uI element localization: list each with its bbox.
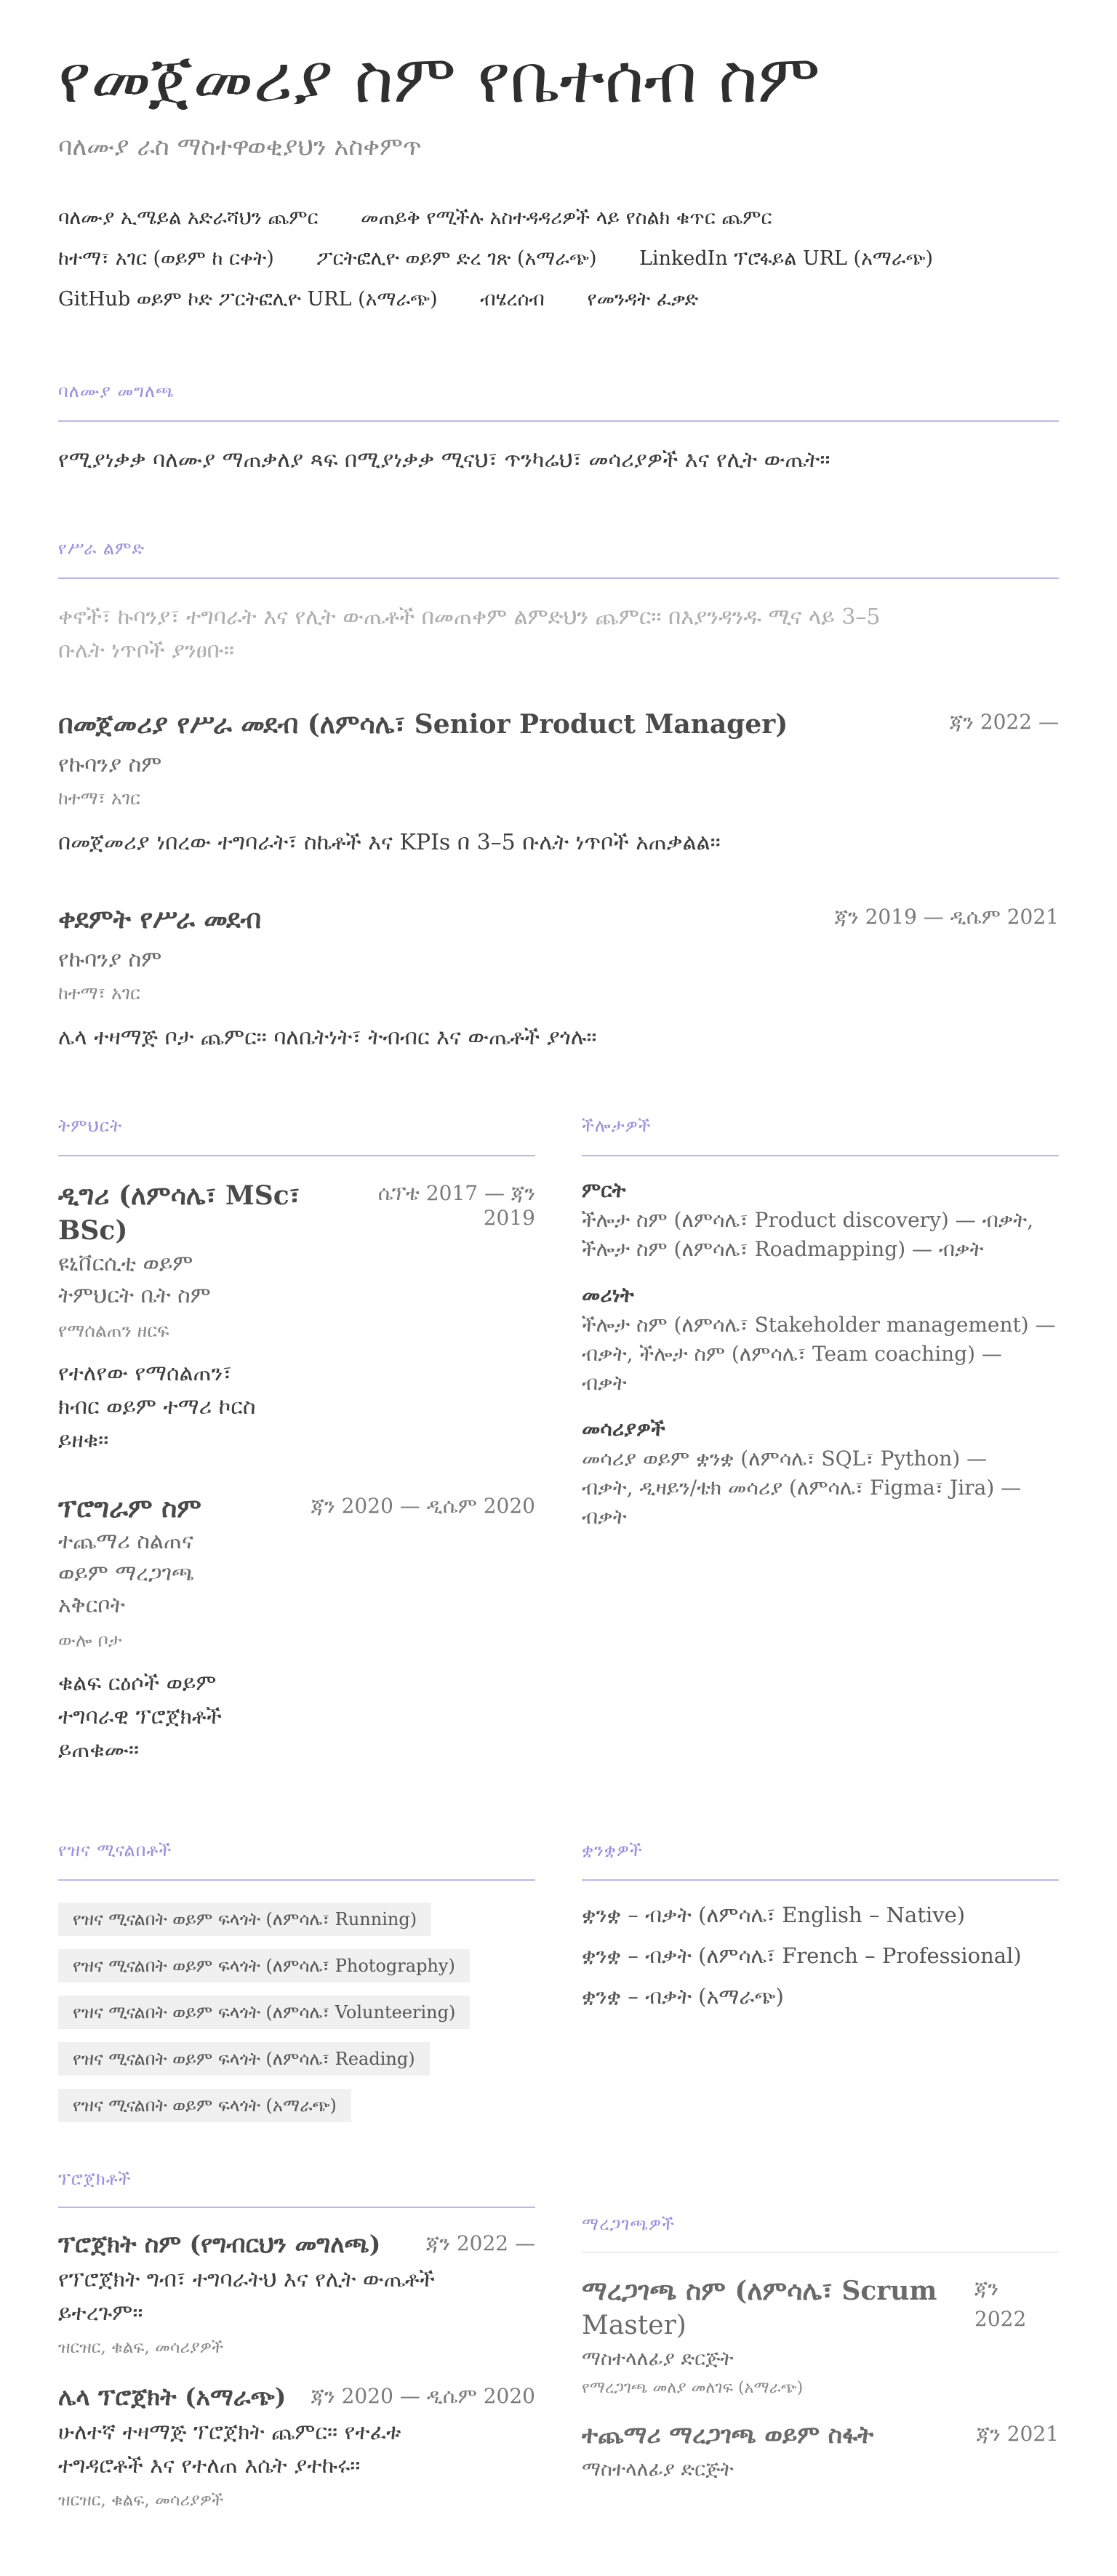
skill-list: ብቃት — [582, 1505, 627, 1529]
project-description: ተግዳሮቶች እና የተለጠ እሴት ያተኩሩ፡፡ — [58, 2453, 361, 2479]
divider — [58, 1155, 535, 1156]
degree-description: ክብር ወይም ተማሪ ኮርስ — [58, 1394, 256, 1420]
projects-heading: ፕሮጀክቶች — [58, 2169, 132, 2189]
job-date: ጃን 2022 — — [949, 710, 1059, 734]
skill-group-title: መሳሪያዎች — [582, 1417, 665, 1441]
skill-list: ብቃት, ችሎታ ስም (ለምሳሌ፣ Team coaching) — — [582, 1342, 1002, 1366]
job-company: የኩባንያ ስም — [58, 752, 162, 777]
contact-linkedin[interactable]: LinkedIn ፕሮፋይል URL (አማራጭ) — [639, 247, 934, 270]
project-tags: ዝርዝር, ቁልፍ, መሳሪያዎች — [58, 2491, 224, 2510]
project-title: ሌላ ፕሮጀክት (አማራጭ) — [58, 2383, 287, 2411]
certification-date: 2022 — [974, 2307, 1027, 2331]
certification-note: የማረጋገጫ መለያ መለገፍ (አማራጭ) — [582, 2379, 804, 2397]
program-provider: አቅርቦት — [58, 1593, 125, 1618]
certification-title: ተጨማሪ ማረጋገጫ ወይም ስፋት — [582, 2420, 874, 2449]
hobbies-heading: የዝና ሚናልበቶች — [58, 1840, 172, 1860]
degree-title: ዲግሪ (ለምሳሌ፣ MSc፣ — [58, 1180, 300, 1211]
job-location: ከተማ፣ አገር — [58, 983, 140, 1004]
job-company: የኩባንያ ስም — [58, 947, 162, 972]
divider — [58, 420, 1059, 422]
job-title: በመጀመሪያ የሥራ መደብ (ለምሳሌ፣ Senior Product Manager) — [58, 709, 788, 740]
skill-group-title: መሪነት — [582, 1283, 634, 1307]
degree-date: ሴፕቴ 2017 — ጃን 2019 — [377, 1181, 535, 1230]
experience-hint: ቡሌት ነጥቦች ያንፀቡ፡፡ — [58, 638, 235, 663]
program-location: ውሎ ቦታ — [58, 1630, 122, 1651]
skill-list: ብቃት, ዲዛይን/ቴክ መሳሪያ (ለምሳሌ፣ Figma፣ Jira) — — [582, 1476, 1022, 1500]
hobby-tag: የዝና ሚናልበት ወይም ፍላጎት (ለምሳሌ፣ Volunteering) — [58, 1996, 470, 2029]
contact-row — [58, 247, 969, 271]
program-description: ቁልፍ ርዕሶች ወይም — [58, 1671, 217, 1696]
project-date: ጃን 2022 — — [425, 2231, 535, 2255]
contact-github[interactable]: GitHub ወይም ኮድ ፖርትፎሊዮ URL (አማራጭ) — [58, 288, 438, 311]
certification-issuer: ማስተላለፊያ ድርጅት — [582, 2348, 734, 2370]
language-item: ቋንቋ – ብቃት (ለምሳሌ፣ French – Professional) — [582, 1943, 1022, 1968]
divider — [582, 2252, 1059, 2253]
experience-hint: ቀኖች፣ ኩባንያ፣ ተግባራት እና የሊት ውጤቶች በመጠቀም ልምድህን ጨምር፡፡ በእያንዳንዱ ሚና ላይ 3–5 — [58, 604, 881, 630]
degree-description: የተለየው የማሰልጠን፣ — [58, 1361, 232, 1386]
experience-heading: የሥራ ልምድ — [58, 538, 145, 559]
program-description: ይጠቁሙ፡፡ — [58, 1737, 140, 1763]
program-provider: ተጨማሪ ስልጠና — [58, 1529, 193, 1554]
contact-driving-license: የመንዳት ፈቃድ — [587, 288, 699, 311]
languages-heading: ቋንቋዎች — [582, 1840, 643, 1860]
skill-list: ችሎታ ስም (ለምሳሌ፣ Stakeholder management) — — [582, 1313, 1056, 1337]
certification-date: ጃን — [974, 2276, 999, 2300]
divider — [58, 1879, 535, 1881]
divider — [582, 1155, 1059, 1156]
project-description: ይተረጉም፡፡ — [58, 2300, 143, 2326]
certification-date: ጃን 2021 — [976, 2422, 1059, 2446]
skills-heading: ችሎታዎች — [582, 1116, 652, 1136]
contact-row — [58, 288, 734, 311]
headline: ባለሙያ ራስ ማስተዋወቂያህን አስቀምጥ — [58, 132, 422, 161]
job-description: ሌላ ተዛማጅ ቦታ ጨምር፡፡ ባለቤትነት፣ ትብብር እና ውጤቶች ያጎሉ፡፡ — [58, 1025, 597, 1050]
degree-description: ይዘቁ፡፡ — [58, 1428, 109, 1453]
contact-nationality: ብሄረሰብ — [480, 288, 545, 311]
divider — [58, 2207, 535, 2208]
school-name: ትምህርት ቤት ስም — [58, 1283, 211, 1308]
language-item: ቋንቋ – ብቃት (ለምሳሌ፣ English – Native) — [582, 1903, 966, 1927]
project-tags: ዝርዝር, ቁልፍ, መሳሪያዎች — [58, 2338, 224, 2357]
language-item: ቋንቋ – ብቃት (አማራጭ) — [582, 1984, 784, 2009]
field-of-study: የማሰልጠን ዘርፍ — [58, 1320, 169, 1341]
job-description: በመጀመሪያ ነበረው ተግባራት፣ ስኬቶች እና KPIs በ 3–5 ቡሌት ነጥቦች አጠቃልል፡፡ — [58, 830, 721, 855]
contact-row — [58, 207, 808, 230]
program-description: ተግባራዊ ፕሮጀክቶች — [58, 1704, 222, 1729]
hobby-tag: የዝና ሚናልበት ወይም ፍላጎት (ለምሳሌ፣ Running) — [58, 1903, 431, 1936]
project-description: ሁለተኛ ተዛማጅ ፕሮጀክት ጨምር፡፡ የተፈቱ — [58, 2420, 401, 2445]
certifications-heading: ማረጋገጫዎች — [582, 2214, 675, 2234]
contact-location: ከተማ፣ አገር (ወይም ከ ርቀት) — [58, 247, 274, 270]
contact-portfolio[interactable]: ፖርትፎሊዮ ወይም ድረ ገጽ (አማራጭ) — [316, 247, 597, 270]
summary-text: የሚያነቃቃ ባለሙያ ማጠቃለያ ጻፍ በሚያነቃቃ ሚናህ፣ ጥንካሬህ፣ መሳሪያዎች እና የሊት ውጤት፡፡ — [58, 447, 830, 473]
job-location: ከተማ፣ አገር — [58, 788, 140, 809]
skill-group-title: ምርት — [582, 1178, 626, 1202]
skill-list: መሳሪያ ወይም ቋንቋ (ለምሳሌ፣ SQL፣ Python) — — [582, 1447, 988, 1471]
summary-heading: ባለሙያ መግለጫ — [58, 381, 175, 401]
hobby-tag: የዝና ሚናልበት ወይም ፍላጎት (ለምሳሌ፣ Reading) — [58, 2042, 430, 2076]
hobby-tag: የዝና ሚናልበት ወይም ፍላጎት (አማራጭ) — [58, 2089, 351, 2122]
divider — [582, 1879, 1059, 1881]
program-date: ጃን 2020 — ዲሴም 2020 — [311, 1494, 535, 1518]
school-name: ዩኒቨርሲቲ ወይም — [58, 1251, 193, 1276]
full-name: የመጀመሪያ ስም የቤተሰብ ስም — [58, 40, 820, 118]
contact-phone[interactable]: መጠይቅ የሚችሉ አስተዳዳሪዎች ላይ የስልክ ቁጥር ጨምር — [361, 207, 772, 229]
project-date: ጃን 2020 — ዲሴም 2020 — [311, 2384, 535, 2408]
divider — [58, 577, 1059, 579]
hobby-tag: የዝና ሚናልበት ወይም ፍላጎት (ለምሳሌ፣ Photography) — [58, 1949, 470, 1983]
job-title: ቀደምት የሥራ መደብ — [58, 904, 262, 935]
program-provider: ወይም ማረጋገጫ — [58, 1561, 195, 1586]
degree-title: BSc) — [58, 1215, 128, 1246]
project-description: የፕሮጀክት ግብ፣ ተግባራትህ እና የሊት ውጤቶች — [58, 2267, 435, 2292]
skill-list: ችሎታ ስም (ለምሳሌ፣ Product discovery) — ብቃት, — [582, 1208, 1034, 1232]
certification-title: Master) — [582, 2311, 686, 2340]
contact-email[interactable]: ባለሙያ ኢሜይል አድራሻህን ጨምር — [58, 207, 319, 229]
skill-list: ብቃት — [582, 1371, 627, 1395]
education-heading: ትምህርት — [58, 1116, 123, 1136]
program-title: ፕሮግራም ስም — [58, 1493, 201, 1524]
job-date: ጃን 2019 — ዲሴም 2021 — [834, 905, 1059, 929]
project-title: ፕሮጀክት ስም (የግብርህን መግለጫ) — [58, 2230, 381, 2258]
skill-list: ችሎታ ስም (ለምሳሌ፣ Roadmapping) — ብቃት — [582, 1237, 984, 1261]
certification-issuer: ማስተላለፊያ ድርጅት — [582, 2458, 734, 2481]
certification-title: ማረጋገጫ ስም (ለምሳሌ፣ Scrum — [582, 2276, 937, 2306]
